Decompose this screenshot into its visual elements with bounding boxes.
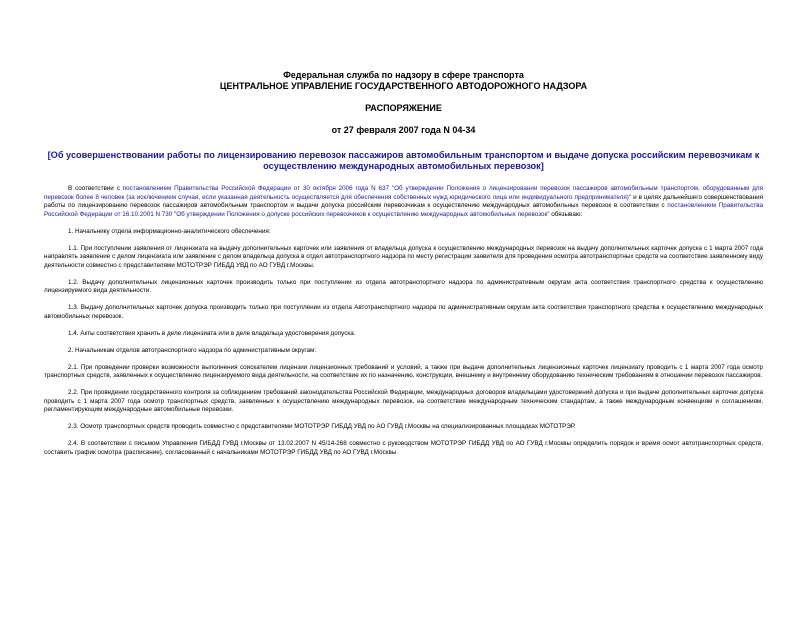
paragraph-2: 2. Начальникам отделов автотранспортного надзора по административным округам: [68, 346, 317, 354]
paragraph-2-1: 2.1. При проведении проверки возможности выполнения соискателем лицензии лицензионных требований и условий, а также при выдаче дополнительных лицензионных карточек лицензиату проводить с 1 марта 2007 года осмотр транспортных средств, заявленных к осуществлению лицензируемого вида деятельности, на соответствие их по назначению, конструкции, внешнему и внутреннему оборудованию техническим требованиям в отношении перевозок пассажиров. [44, 363, 763, 379]
document-page [0, 70, 807, 641]
intro-text-2: и в целях дальнейшего совершенствования работы по лицензированию перевозок пассажиров автомобильным транспортом и выдачи допуска российским перевозчикам к осуществлению международных автомобильных перевозок в соответствии с [44, 193, 763, 209]
decree-730-link[interactable]: постановлением Правительства Российской Федерации от 16.10.2001 N 730 "Об утверждении Положения о допуске российских перевозчиков к осуществлению международных автомобильных перевозок" [44, 202, 764, 218]
paragraph-2-3: 2.3. Осмотр транспортных средств проводить совместно с представителями МОТОТРЭР ГИБДД УВД по АО ГУВД г.Москвы на специализированных площадках МОТОТРЭР. [68, 423, 576, 430]
paragraph-2-2: 2.2. При проведении государственного контроля за соблюдением требований законодательства Российской Федерации, международных договоров владельцами удостоверений допуска и при выдаче дополнительных карточек допуска проводить с 1 марта 2007 года осмотр транспортных средств, заявленных к осуществлению международных перевозок, на соответствие международным техническим стандартам, а также международным конвенциям и соглашениям, регламентирующим международные автомобильные перевозки. [44, 389, 763, 413]
intro-text-1: В соответствии с [68, 185, 123, 192]
organization-department: ЦЕНТРАЛЬНОЕ УПРАВЛЕНИЕ ГОСУДАРСТВЕННОГО АВТОДОРОЖНОГО НАДЗОРА [219, 81, 588, 91]
paragraph-1-2: 1.2. Выдачу дополнительных лицензионных карточек производить только при поступлении из отдела автотранспортного надзора по административным округам акта соответствия транспортного средства к осуществлению лицензируемого вида деятельности. [44, 278, 763, 294]
intro-text-3: обязываю: [549, 210, 583, 218]
document-date-number: от 27 февраля 2007 года N 04-34 [331, 125, 476, 135]
document-title: [Об усовершенствовании работы по лицензированию перевозок пассажиров автомобильным транспортом и выдаче допуска российским перевозчикам к осуществлению международных автомобильных перевозок] [47, 150, 760, 171]
decree-637-link[interactable]: постановлением Правительства Российской Федерации от 30 октября 2006 года N 637 "Об утверждении Положения о лицензировании перевозок пассажиров автомобильным транспортом, оборудованным для перевозок более 8 человек (за исключением случая, если указанная деятельность осуществляется для обеспечения собственных нужд юридического лица или индивидуального предпринимателя)" [44, 185, 764, 201]
document-body [44, 185, 763, 457]
paragraph-1-3: 1.3. Выдачу дополнительных карточек допуска производить только при поступлении из отдела Автотранспортного надзора по административным округам акта соответствия транспортного средства к осуществлению международных автомобильных перевозок. [44, 304, 763, 320]
document-type: РАСПОРЯЖЕНИЕ [365, 103, 442, 113]
paragraph-1: 1. Начальнику отдела информационно-аналитического обеспечения: [68, 227, 271, 235]
organization-name: Федеральная служба по надзору в сфере транспорта [283, 70, 524, 80]
paragraph-1-4: 1.4. Акты соответствия хранить в деле лицензиата или в деле владельца удостоверения допуска. [68, 329, 356, 337]
paragraph-2-4: 2.4. В соответствии с письмом Управления ГИБДД ГУВД г.Москвы от 13.02.2007 N 45/14-268 совместно с руководством МОТОТРЭР ГИБДД УВД по АО ГУВД г.Москвы определить порядок и время осмот автотранспортных средств, составить график осмотра (расписание), согласованный с начальниками МОТОТРЭР ГИБДД УВД по АО ГУВД г.Москвы. [44, 440, 763, 456]
paragraph-1-1: 1.1. При поступлении заявления от лицензиата на выдачу дополнительных карточек или заявления от владельца допуска к осуществлению международных перевозок на выдачу дополнительных карточек допуска с 1 марта 2007 года направлять заявление с делом лицензиата или заявление с делом владельца допуска в отдел автотранспортного надзора по месту регистрации заявителя для проведения осмотра автотранспортных средств на соответствие заявленному виду деятельности совместно с представителями МОТОТРЭР ГИБДД УВД по АО ГУВД г.Москвы. [44, 244, 763, 269]
intro-paragraph [44, 185, 763, 219]
